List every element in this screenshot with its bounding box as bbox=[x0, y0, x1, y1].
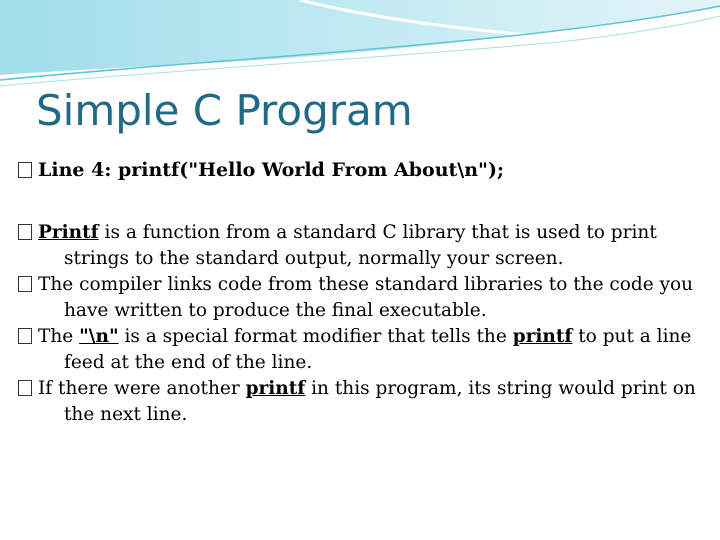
slide-title: Simple C Program bbox=[36, 86, 413, 135]
keyword-newline: "\n" bbox=[79, 326, 119, 347]
paragraph-newline bbox=[18, 324, 708, 376]
bullet-icon bbox=[18, 380, 32, 396]
paragraph-compiler bbox=[18, 272, 708, 324]
header-wave-decoration bbox=[0, 0, 720, 90]
keyword-printf: Printf bbox=[38, 222, 99, 243]
paragraph-text: The compiler links code from these standard libraries to the code you have written to produce the final executable. bbox=[38, 274, 694, 321]
paragraph-text: is a function from a standard C library that is used to print strings to the standard output, normally your screen. bbox=[64, 222, 657, 269]
paragraph-text-before: The bbox=[38, 326, 80, 347]
paragraph-text-after: in this program, its string would print on the next line. bbox=[64, 378, 696, 425]
slide-body bbox=[18, 156, 708, 428]
bullet-icon bbox=[18, 276, 32, 292]
keyword-printf: printf bbox=[512, 326, 573, 347]
bullet-icon bbox=[18, 224, 32, 240]
bullet-icon bbox=[18, 328, 32, 344]
line4-text: Line 4: printf("Hello World From About\n"); bbox=[38, 159, 504, 181]
paragraph-text-before: If there were another bbox=[38, 378, 246, 399]
paragraph-text-middle: is a special format modifier that tells the bbox=[118, 326, 513, 347]
paragraph-printf bbox=[18, 220, 708, 272]
bullet-icon bbox=[18, 162, 32, 178]
paragraph-another-printf bbox=[18, 376, 708, 428]
paragraph-text-after: to put a line feed at the end of the line. bbox=[64, 326, 692, 373]
keyword-printf: printf bbox=[245, 378, 306, 399]
line4-heading bbox=[18, 156, 708, 184]
